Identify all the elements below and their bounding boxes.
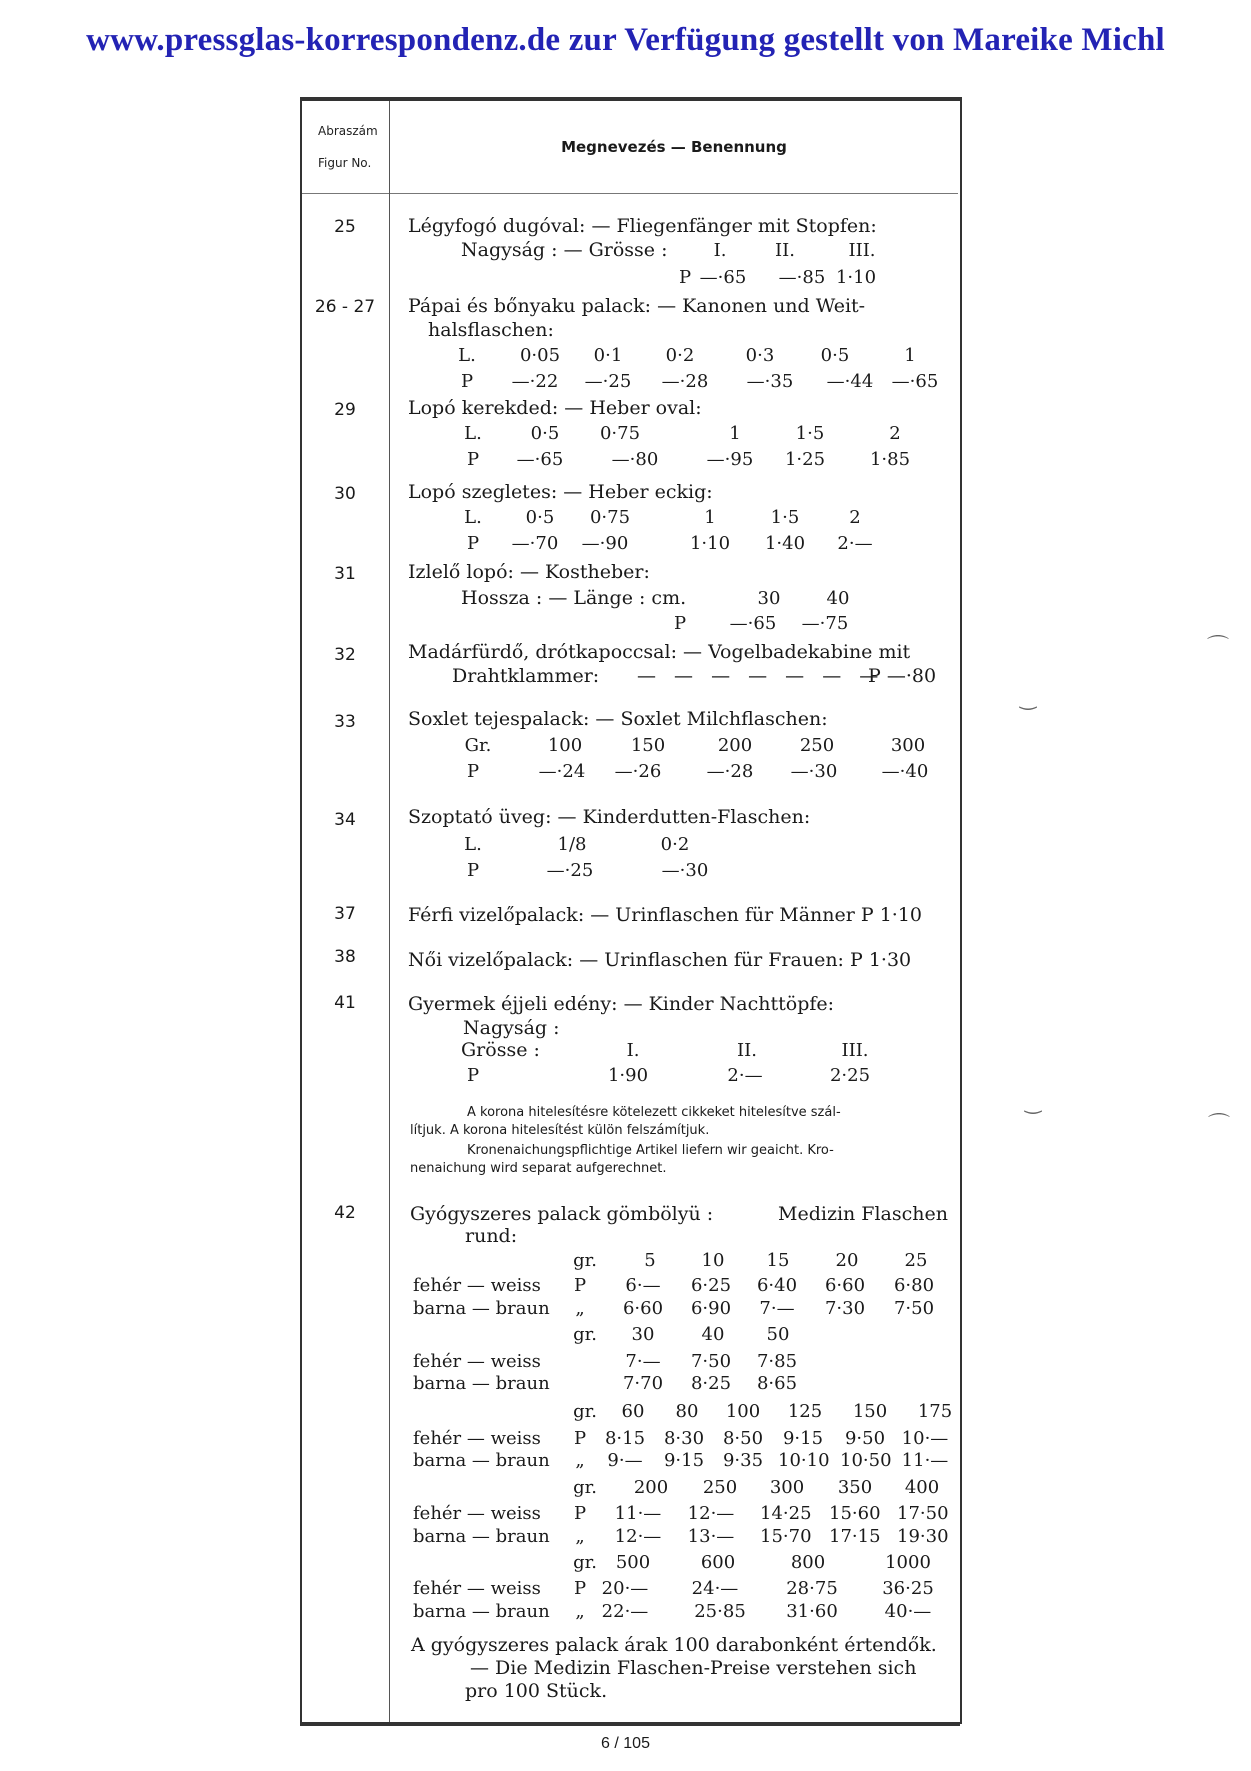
price-value: 8·15	[604, 1428, 646, 1449]
color-label: fehér — weiss	[413, 1503, 541, 1524]
price-value: 7·—	[625, 1351, 661, 1372]
price-value: 1·85	[869, 449, 911, 470]
leader-dashes: — — — — — — —	[637, 665, 885, 687]
color-label: barna — braun	[413, 1298, 550, 1319]
price-value: 1·10	[835, 267, 877, 288]
price-footnote: A gyógyszeres palack árak 100 darabonként értendők.	[411, 1634, 937, 1656]
price-value: 7·—	[759, 1298, 795, 1319]
note-text: Kronenaichungspflichtige Artikel liefern wir geaicht. Kro-	[467, 1143, 834, 1158]
fig-number: 26 - 27	[314, 297, 376, 317]
entry-title: Lopó szegletes: — Heber eckig:	[408, 481, 713, 503]
gram-value: 600	[700, 1552, 736, 1573]
price-value: —·35	[746, 371, 794, 392]
size-value: 0·1	[593, 345, 623, 366]
gram-value: 250	[702, 1477, 738, 1498]
size-value: 0·5	[530, 423, 560, 444]
price-label: P	[573, 1275, 587, 1296]
price-value: 40·—	[884, 1601, 932, 1622]
gram-value: 25	[904, 1250, 928, 1271]
ditto-mark: „	[575, 1450, 585, 1471]
price-value: —·40	[881, 761, 929, 782]
price-value: —·90	[581, 533, 629, 554]
price-value: 11·—	[901, 1450, 949, 1471]
price-value: —·28	[661, 371, 709, 392]
price-value: 7·50	[690, 1351, 732, 1372]
ditto-mark: „	[575, 1601, 585, 1622]
price-value: —·75	[801, 613, 849, 634]
gram-value: 5	[644, 1250, 656, 1271]
price-value: 9·35	[722, 1450, 764, 1471]
size-value: 2	[849, 507, 861, 528]
price-value: 2·—	[727, 1065, 763, 1086]
length-value: 40	[826, 588, 850, 609]
price-value: 7·50	[893, 1298, 935, 1319]
size-label: L.	[464, 423, 482, 444]
price-value: 11·—	[614, 1503, 662, 1524]
gram-label: gr.	[573, 1552, 597, 1573]
entry-title: Szoptató üveg: — Kinderdutten-Flaschen:	[408, 806, 811, 828]
size-label: III.	[848, 240, 876, 261]
gram-label: gr.	[573, 1324, 597, 1345]
price-value: —·95	[706, 449, 754, 470]
price-value: 19·30	[897, 1526, 949, 1547]
gram-value: 300	[769, 1477, 805, 1498]
price-label: P	[673, 613, 687, 634]
size-label: L.	[458, 345, 476, 366]
price-value: —·22	[511, 371, 559, 392]
size-value: 1·5	[795, 423, 825, 444]
price-label: P	[466, 449, 480, 470]
margin-mark: ⌒	[1208, 1113, 1231, 1138]
col1-header-line1: Abraszám	[318, 124, 378, 138]
size-value: 0·5	[525, 507, 555, 528]
gram-value: 500	[615, 1552, 651, 1573]
fig-number: 25	[334, 217, 356, 237]
page-header: www.pressglas-korrespondenz.de zur Verfügung gestellt von Mareike Michl	[86, 22, 1165, 58]
margin-mark: ‿	[1025, 1090, 1042, 1114]
price-value: P —·80	[868, 665, 937, 687]
price-value: 17·50	[897, 1503, 949, 1524]
table-top-rule	[300, 97, 960, 101]
entry-title: Izlelő lopó: — Kostheber:	[408, 561, 650, 583]
price-value: 15·60	[829, 1503, 881, 1524]
price-value: —·26	[614, 761, 662, 782]
ditto-mark: „	[575, 1526, 585, 1547]
entry-title: Férfi vizelőpalack: — Urinflaschen für Männer P 1·10	[408, 904, 922, 926]
price-value: 20·—	[601, 1578, 649, 1599]
price-label: P	[573, 1428, 587, 1449]
margin-mark: ⌒	[1207, 635, 1230, 660]
price-value: —·65	[891, 371, 939, 392]
gram-value: 50	[766, 1324, 790, 1345]
price-label: P	[460, 371, 474, 392]
gram-value: 1000	[885, 1552, 931, 1573]
price-value: —·30	[661, 860, 709, 881]
size-label: Gr.	[464, 735, 492, 756]
price-value: 9·15	[782, 1428, 824, 1449]
entry-subtitle: Hossza : — Länge : cm.	[461, 587, 687, 609]
gram-value: 350	[837, 1477, 873, 1498]
size-value: 0·75	[599, 423, 641, 444]
price-label: P	[466, 860, 480, 881]
price-value: 9·—	[607, 1450, 643, 1471]
price-value: —·28	[706, 761, 754, 782]
price-value: 31·60	[786, 1601, 838, 1622]
size-value: 0·2	[660, 834, 690, 855]
price-value: 7·85	[756, 1351, 798, 1372]
size-value: 1	[704, 507, 716, 528]
price-value: —·65	[516, 449, 564, 470]
fig-number: 31	[334, 564, 356, 584]
price-value: 22·—	[601, 1601, 649, 1622]
gram-value: 800	[790, 1552, 826, 1573]
entry-title: Női vizelőpalack: — Urinflaschen für Frauen: P 1·30	[408, 949, 912, 971]
price-label: P	[678, 267, 692, 288]
gram-value: 175	[917, 1401, 953, 1422]
ditto-mark: „	[575, 1298, 585, 1319]
price-value: 12·—	[614, 1526, 662, 1547]
price-value: 36·25	[882, 1578, 934, 1599]
price-value: 14·25	[760, 1503, 812, 1524]
price-footnote: — Die Medizin Flaschen-Preise verstehen sich	[470, 1657, 917, 1679]
price-value: 6·80	[893, 1275, 935, 1296]
price-value: 6·60	[824, 1275, 866, 1296]
price-value: 7·30	[824, 1298, 866, 1319]
size-value: 100	[547, 735, 583, 756]
price-value: 1·90	[607, 1065, 649, 1086]
price-value: 13·—	[687, 1526, 735, 1547]
size-label: I.	[626, 1040, 640, 1061]
price-value: 6·90	[690, 1298, 732, 1319]
entry-title-cont: Drahtklammer:	[452, 665, 600, 687]
price-value: 17·15	[829, 1526, 881, 1547]
col2-header: Megnevezés — Benennung	[561, 138, 787, 156]
price-value: 6·25	[690, 1275, 732, 1296]
price-value: 2·—	[837, 533, 873, 554]
entry-title-cont: rund:	[465, 1225, 518, 1247]
fig-number: 33	[334, 712, 356, 732]
size-label: L.	[464, 507, 482, 528]
price-footnote: pro 100 Stück.	[465, 1680, 608, 1702]
price-value: 10·10	[778, 1450, 830, 1471]
entry-title: Madárfürdő, drótkapoccsal: — Vogelbadekabine mit	[408, 641, 911, 663]
size-label: L.	[464, 834, 482, 855]
price-value: —·24	[538, 761, 586, 782]
gram-value: 150	[852, 1401, 888, 1422]
gram-label: gr.	[573, 1250, 597, 1271]
note-text: A korona hitelesítésre kötelezett cikkeket hitelesítve szál-	[467, 1105, 841, 1120]
fig-number: 29	[334, 400, 356, 420]
fig-number: 37	[334, 904, 356, 924]
price-value: 1·25	[784, 449, 826, 470]
price-value: 15·70	[760, 1526, 812, 1547]
price-value: 9·15	[663, 1450, 705, 1471]
price-label: P	[466, 761, 480, 782]
color-label: barna — braun	[413, 1601, 550, 1622]
entry-title: Lopó kerekded: — Heber oval:	[408, 397, 702, 419]
price-value: —·44	[826, 371, 874, 392]
price-value: —·70	[511, 533, 559, 554]
gram-value: 10	[701, 1250, 725, 1271]
gram-label: gr.	[573, 1477, 597, 1498]
page-number: 6 / 105	[601, 1735, 650, 1752]
size-label: II.	[775, 240, 795, 261]
gram-value: 20	[835, 1250, 859, 1271]
price-label: P	[573, 1578, 587, 1599]
gram-value: 400	[904, 1477, 940, 1498]
price-value: —·65	[729, 613, 777, 634]
table-bottom-rule	[300, 1722, 960, 1726]
size-value: 1	[729, 423, 741, 444]
size-value: 1	[904, 345, 916, 366]
price-value: 24·—	[691, 1578, 739, 1599]
entry-subtitle: Nagyság :	[463, 1017, 560, 1039]
price-value: 8·50	[722, 1428, 764, 1449]
price-value: 8·65	[756, 1373, 798, 1394]
note-text: lítjuk. A korona hitelesítést külön felszámítjuk.	[410, 1123, 710, 1138]
size-value: 0·5	[820, 345, 850, 366]
entry-title: Gyógyszeres palack gömbölyü :	[410, 1203, 714, 1225]
header-rule	[302, 193, 958, 194]
price-value: 9·50	[844, 1428, 886, 1449]
color-label: fehér — weiss	[413, 1275, 541, 1296]
price-value: —·80	[611, 449, 659, 470]
price-value: 1·40	[764, 533, 806, 554]
entry-title-cont: halsflaschen:	[428, 319, 554, 341]
color-label: fehér — weiss	[413, 1578, 541, 1599]
size-value: 150	[630, 735, 666, 756]
size-label: II.	[737, 1040, 757, 1061]
gram-value: 40	[701, 1324, 725, 1345]
gram-value: 30	[631, 1324, 655, 1345]
price-label: P	[573, 1503, 587, 1524]
size-value: 1/8	[557, 834, 587, 855]
price-value: 6·60	[622, 1298, 664, 1319]
price-value: —·85	[778, 267, 826, 288]
fig-number: 34	[334, 810, 356, 830]
entry-title: Gyermek éjjeli edény: — Kinder Nachttöpfe:	[408, 993, 835, 1015]
price-value: 28·75	[786, 1578, 838, 1599]
entry-title-german: Medizin Flaschen	[778, 1203, 948, 1225]
fig-number: 42	[334, 1203, 356, 1223]
color-label: barna — braun	[413, 1526, 550, 1547]
note-text: nenaichung wird separat aufgerechnet.	[410, 1161, 667, 1176]
price-value: 2·25	[829, 1065, 871, 1086]
gram-value: 125	[787, 1401, 823, 1422]
fig-number: 38	[334, 947, 356, 967]
size-value: 2	[889, 423, 901, 444]
price-value: —·25	[584, 371, 632, 392]
price-value: 6·40	[756, 1275, 798, 1296]
size-label: III.	[841, 1040, 869, 1061]
price-value: 25·85	[694, 1601, 746, 1622]
column-divider	[389, 101, 390, 1722]
entry-subtitle: Nagyság : — Grösse :	[461, 239, 668, 261]
length-value: 30	[757, 588, 781, 609]
price-value: 7·70	[622, 1373, 664, 1394]
entry-title: Soxlet tejespalack: — Soxlet Milchflaschen:	[408, 708, 828, 730]
color-label: barna — braun	[413, 1450, 550, 1471]
price-value: —·25	[546, 860, 594, 881]
price-value: 12·—	[687, 1503, 735, 1524]
gram-value: 80	[675, 1401, 699, 1422]
price-value: —·65	[699, 267, 747, 288]
size-value: 300	[890, 735, 926, 756]
price-value: 10·—	[901, 1428, 949, 1449]
price-label: P	[466, 533, 480, 554]
color-label: fehér — weiss	[413, 1351, 541, 1372]
entry-title: Légyfogó dugóval: — Fliegenfänger mit Stopfen:	[408, 215, 877, 237]
size-value: 200	[717, 735, 753, 756]
price-value: —·30	[790, 761, 838, 782]
size-value: 250	[799, 735, 835, 756]
entry-title: Pápai és bőnyaku palack: — Kanonen und Weit-	[408, 295, 866, 317]
col1-header-line2: Figur No.	[318, 156, 372, 170]
color-label: fehér — weiss	[413, 1428, 541, 1449]
fig-number: 32	[334, 645, 356, 665]
size-label: I.	[713, 240, 727, 261]
gram-value: 15	[766, 1250, 790, 1271]
price-value: 1·10	[689, 533, 731, 554]
size-value: 0·05	[519, 345, 561, 366]
fig-number: 41	[334, 993, 356, 1013]
price-label: P	[466, 1065, 480, 1086]
margin-mark: ‿	[1020, 686, 1037, 710]
price-value: 8·30	[663, 1428, 705, 1449]
size-value: 0·3	[745, 345, 775, 366]
gram-value: 60	[621, 1401, 645, 1422]
price-value: 10·50	[840, 1450, 892, 1471]
gram-value: 100	[725, 1401, 761, 1422]
price-value: 6·—	[625, 1275, 661, 1296]
size-value: 0·75	[589, 507, 631, 528]
gram-label: gr.	[573, 1401, 597, 1422]
size-value: 1·5	[770, 507, 800, 528]
gram-value: 200	[633, 1477, 669, 1498]
price-value: 8·25	[690, 1373, 732, 1394]
color-label: barna — braun	[413, 1373, 550, 1394]
entry-subtitle: Grösse :	[461, 1039, 540, 1061]
size-value: 0·2	[665, 345, 695, 366]
fig-number: 30	[334, 484, 356, 504]
